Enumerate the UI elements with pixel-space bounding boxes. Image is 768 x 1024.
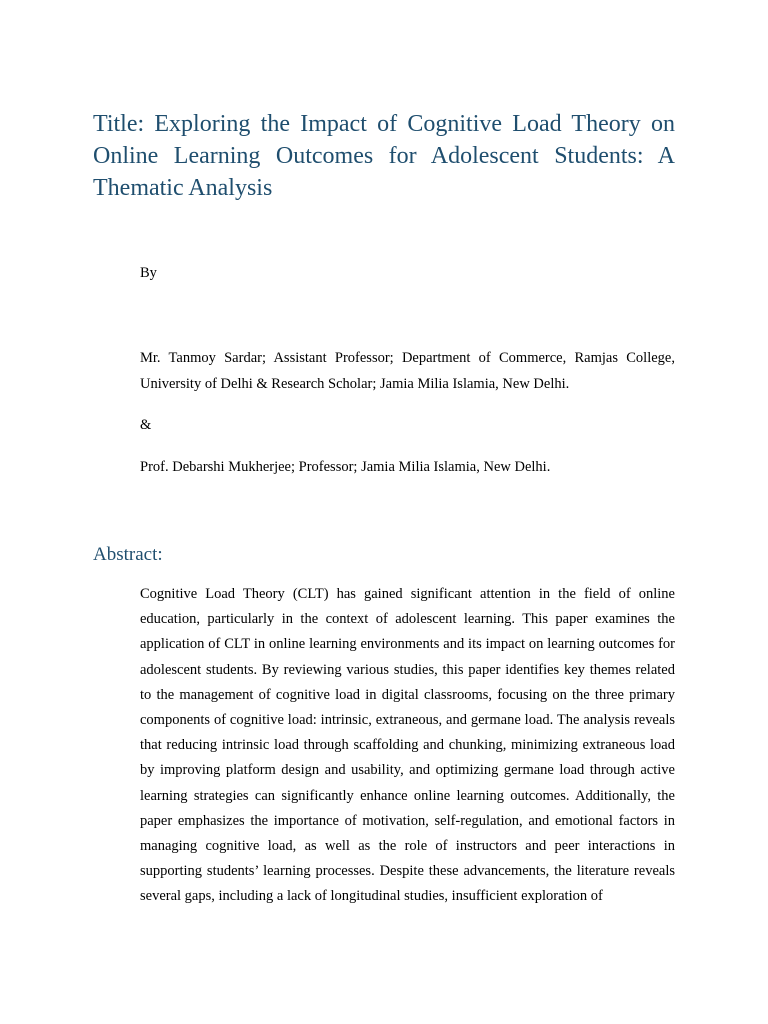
abstract-heading: Abstract: [93,544,163,565]
byline-label: By [140,265,157,281]
author-separator: & [140,417,152,433]
abstract-text: Cognitive Load Theory (CLT) has gained significant attention in the field of online education, particularly in the context of adolescent learning. This paper examines the application of CLT in online learning environments and its impact on learning outcomes for adolescent students. By reviewing various studies, this paper identifies key themes related to the management of cognitive load in digital classrooms, focusing on the three primary components of cognitive load: intrinsic, extraneous, and germane load. The analysis reveals that reducing intrinsic load through scaffolding and chunking, minimizing extraneous load by improving platform design and usability, and optimizing germane load through active learning strategies can significantly enhance online learning outcomes. Additionally, the paper emphasizes the importance of motivation, self-regulation, and emotional factors in managing cognitive load, as well as the role of instructors and peer interactions in supporting students’ learning processes. Despite these advancements, the literature reveals several gaps, including a lack of longitudinal studies, insufficient exploration of [140,586,675,905]
paper-title: Title: Exploring the Impact of Cognitive Load Theory on Online Learning Outcomes for Adolescent Students: A Thematic Analysis [93,111,675,201]
author-affiliation-2: Prof. Debarshi Mukherjee; Professor; Jamia Milia Islamia, New Delhi. [140,459,551,475]
author-affiliation-1: Mr. Tanmoy Sardar; Assistant Professor; Department of Commerce, Ramjas College, University of Delhi & Research Scholar; Jamia Milia Islamia, New Delhi. [140,350,675,392]
